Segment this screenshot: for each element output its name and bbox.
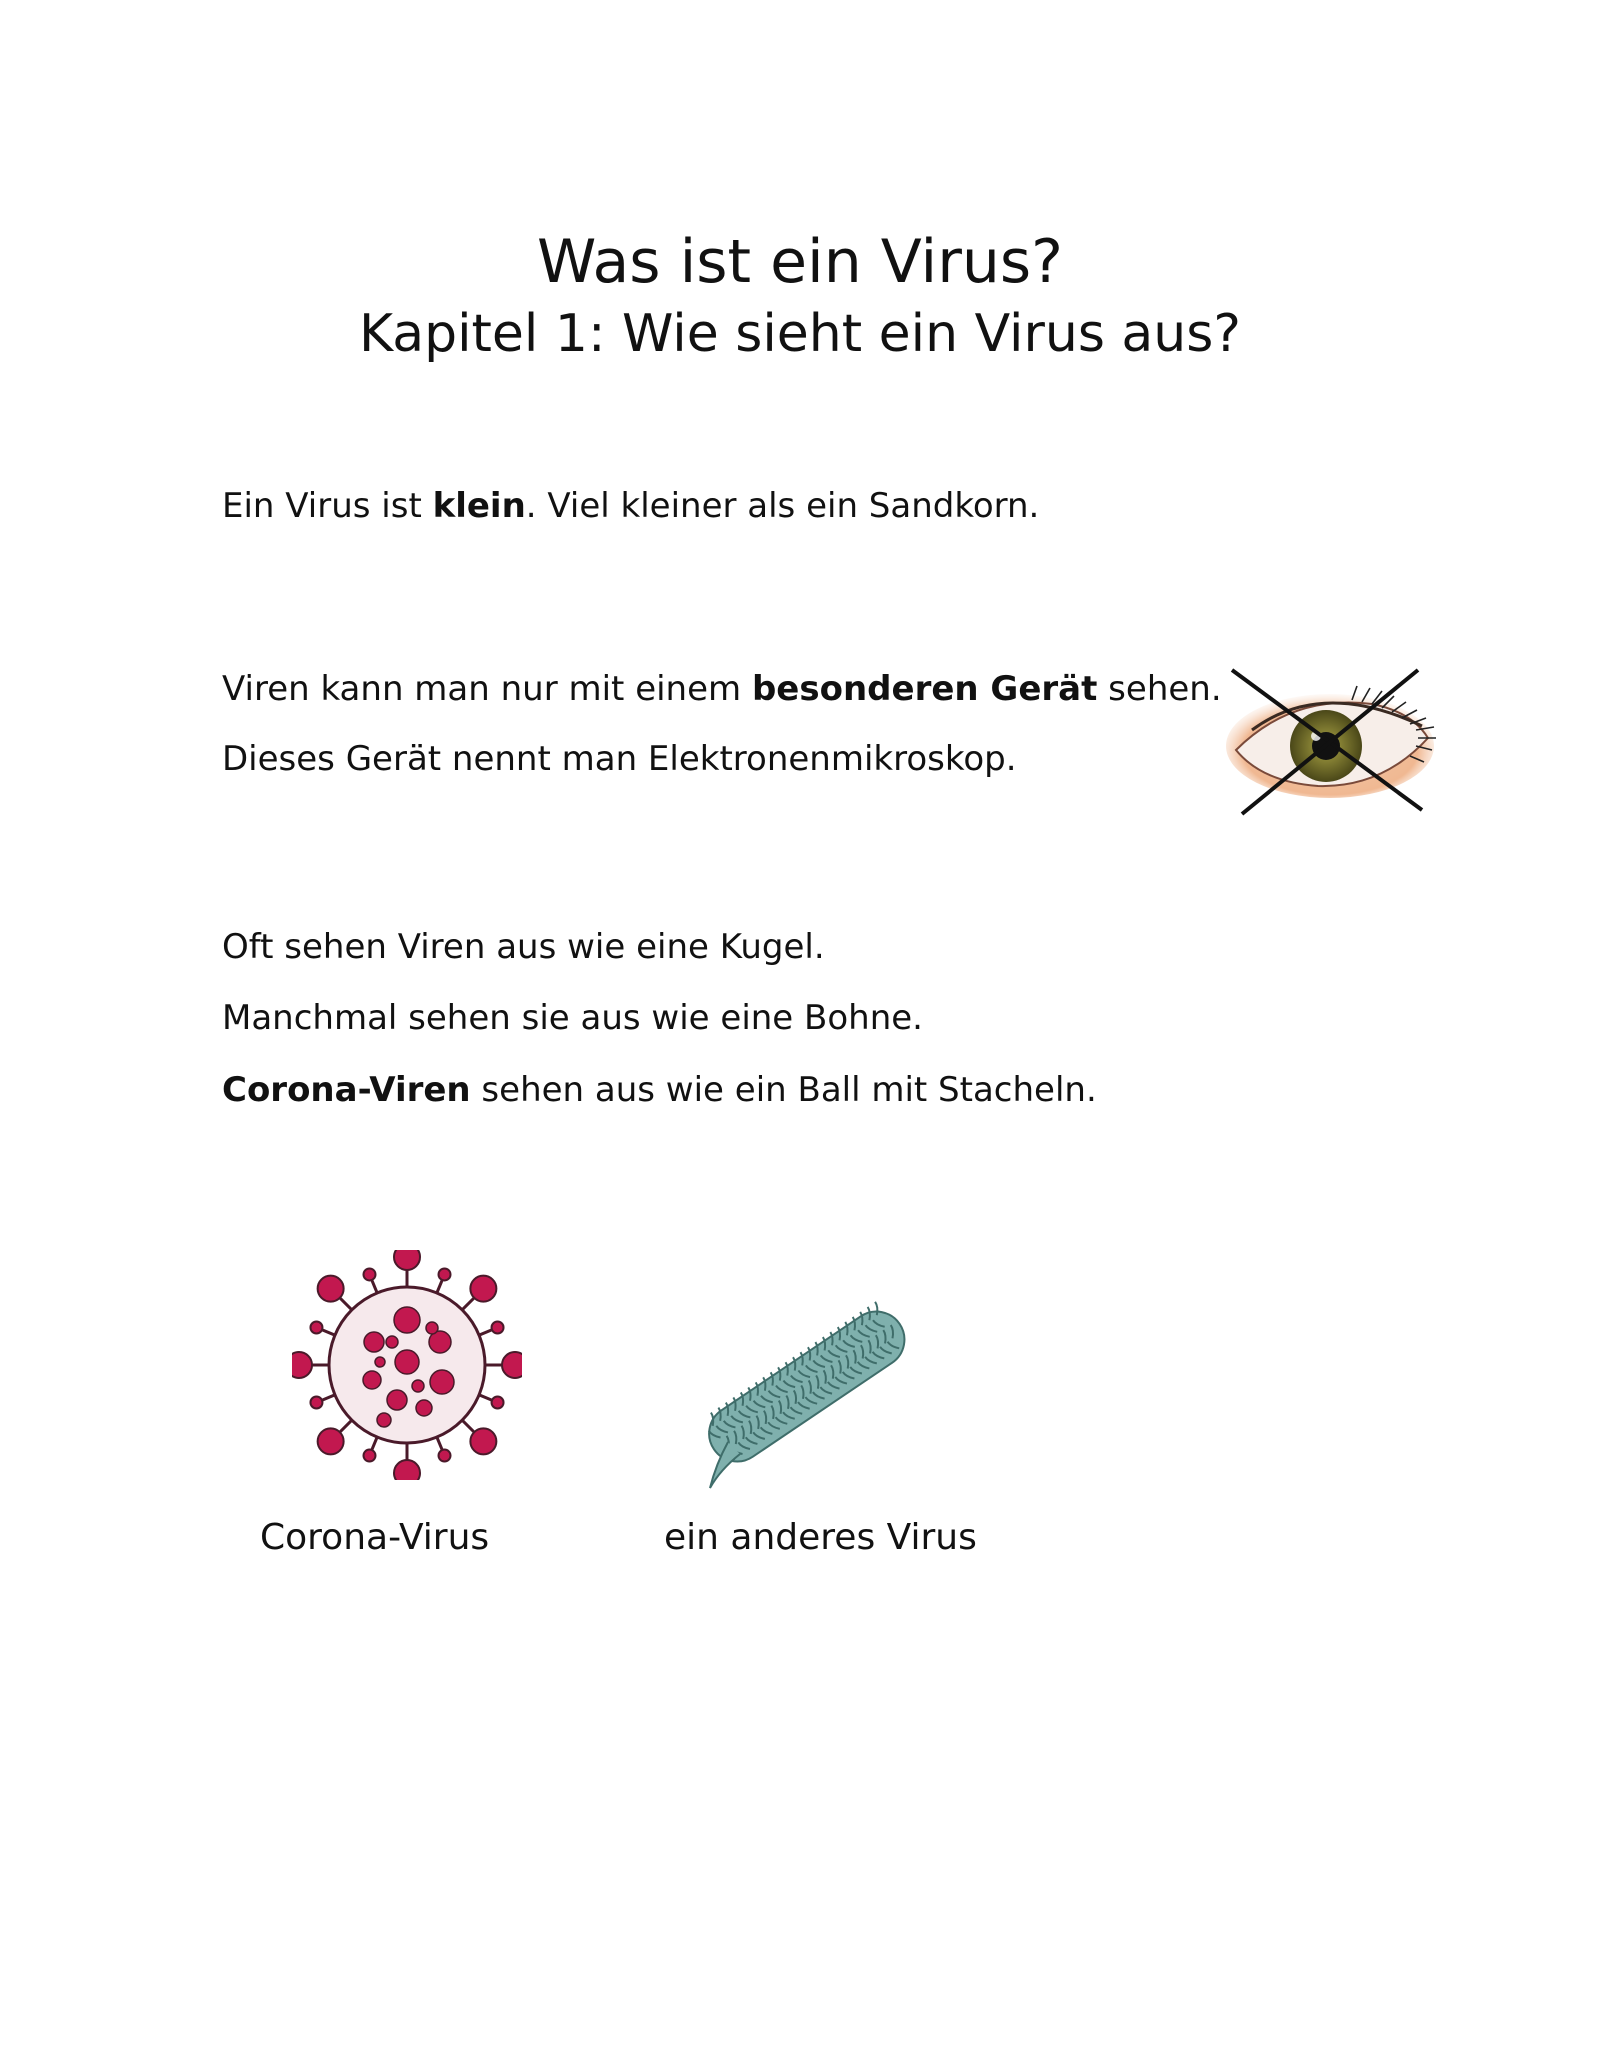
rod-virus-icon xyxy=(686,1278,922,1494)
paragraph-device-post: sehen. xyxy=(1097,669,1222,709)
paragraph-small-pre: Ein Virus ist xyxy=(222,486,433,526)
paragraph-bean: Manchmal sehen sie aus wie eine Bohne. xyxy=(222,998,923,1038)
paragraph-corona xyxy=(222,1068,1097,1112)
paragraph-corona-post: sehen aus wie ein Ball mit Stacheln. xyxy=(470,1070,1097,1110)
paragraph-small-bold: klein xyxy=(432,486,526,526)
paragraph-small-post: . Viel kleiner als ein Sandkorn. xyxy=(525,486,1040,526)
chapter-subtitle: Kapitel 1: Wie sieht ein Virus aus? xyxy=(359,304,1241,364)
paragraph-device-bold: besonderen Gerät xyxy=(751,669,1098,709)
corona-virus-icon xyxy=(292,1250,522,1480)
caption-corona-virus: Corona-Virus xyxy=(260,1517,490,1558)
crossed-out-eye-icon xyxy=(1222,664,1444,818)
caption-other-virus: ein anderes Virus xyxy=(664,1517,977,1558)
paragraph-device xyxy=(222,667,1222,711)
paragraph-device-pre: Viren kann man nur mit einem xyxy=(222,669,752,709)
paragraph-sphere: Oft sehen Viren aus wie eine Kugel. xyxy=(222,927,825,967)
page-title: Was ist ein Virus? xyxy=(537,227,1063,297)
paragraph-corona-bold: Corona-Viren xyxy=(222,1070,471,1110)
paragraph-small xyxy=(222,484,1039,528)
paragraph-microscope: Dieses Gerät nennt man Elektronenmikroskop. xyxy=(222,739,1017,779)
